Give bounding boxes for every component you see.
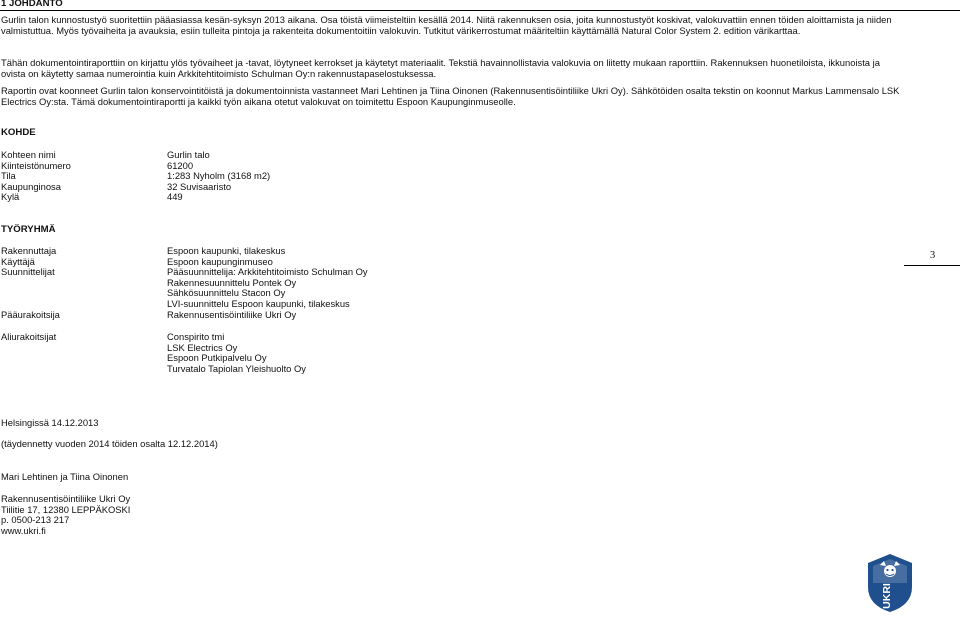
intro-paragraph-2: Tähän dokumentointiraporttiin on kirjattu ylös työvaiheet ja -tavat, löytyneet kerrokset ja käytetyt materiaalit. Tekstiä havainnollistavia valokuvia on liitetty mukaan raporttiin. Rakennuksen huonetiloista, ikkunoista ja ovista on käytetty samaa numerointia kuin Arkkitehtitoimisto Schulman Oy:n rakennustapaselostuksessa. bbox=[1, 57, 880, 79]
signature-website: www.ukri.fi bbox=[1, 524, 46, 536]
kohde-heading: KOHDE bbox=[1, 127, 36, 138]
tyoryhma-value: Conspirito tmi bbox=[167, 331, 225, 342]
tyoryhma-heading: TYÖRYHMÄ bbox=[1, 224, 56, 235]
tyoryhma-label: Suunnittelijat bbox=[1, 266, 55, 277]
tyoryhma-label: Aliurakoitsijat bbox=[1, 331, 57, 342]
tyoryhma-value: Espoon Putkipalvelu Oy bbox=[167, 352, 267, 363]
chapter-heading: 1 JOHDANTO bbox=[1, 0, 63, 9]
signature-place-date: Helsingissä 14.12.2013 bbox=[1, 417, 99, 428]
tyoryhma-value: Rakennusentisöintiliike Ukri Oy bbox=[167, 309, 297, 320]
ukri-logo-text: UKRI bbox=[881, 583, 893, 609]
tyoryhma-value: Turvatalo Tapiolan Yleishuolto Oy bbox=[167, 362, 306, 374]
intro-paragraph-1: Gurlin talon kunnostustyö suoritettiin pääasiassa kesän-syksyn 2013 aikana. Osa töistä viimeisteltiin kesällä 2014. Niitä rakennuksen osia, joita kunnostustyöt koskivat, valokuvattiin ennen töiden aloittamista ja niiden valmistuttua. Myös työvaiheita ja avauksia, esiin tulleita pintoja ja rakenteita dokumentoitiin valokuvin. Tutkitut värikerrostumat määriteltiin käyttämällä Natural Color System 2. edition värikarttaa. bbox=[1, 14, 892, 36]
signature-phone: p. 0500-213 217 bbox=[1, 514, 70, 525]
kohde-label: Kylä bbox=[1, 191, 20, 202]
tyoryhma-value: Espoon kaupunginmuseo bbox=[167, 255, 273, 267]
kohde-value: 1:283 Nyholm (3168 m2) bbox=[167, 170, 271, 181]
chapter-header bbox=[0, 0, 960, 11]
kohde-value: 449 bbox=[167, 191, 183, 202]
tyoryhma-value: LVI-suunnittelu Espoon kaupunki, tilakeskus bbox=[167, 297, 350, 309]
tyoryhma-value: Pääsuunnittelija: Arkkitehtitoimisto Schulman Oy bbox=[167, 266, 368, 277]
signature-supplement: (täydennetty vuoden 2014 töiden osalta 12.12.2014) bbox=[1, 438, 218, 449]
tyoryhma-value: Sähkösuunnittelu Stacon Oy bbox=[167, 287, 286, 298]
kohde-value: 61200 bbox=[167, 159, 194, 171]
kohde-label: Kiinteistönumero bbox=[1, 159, 71, 171]
signature-authors: Mari Lehtinen ja Tiina Oinonen bbox=[1, 471, 129, 482]
tyoryhma-label: Rakennuttaja bbox=[1, 245, 57, 256]
ukri-logo bbox=[866, 553, 914, 613]
margin-rule bbox=[904, 265, 960, 266]
kohde-label: Kaupunginosa bbox=[1, 180, 61, 192]
ukri-logo-emblem bbox=[866, 553, 914, 613]
page-number: 3 bbox=[930, 250, 936, 261]
kohde-label: Tila bbox=[1, 170, 16, 181]
signature-company: Rakennusentisöintiliike Ukri Oy bbox=[1, 493, 131, 504]
kohde-value: 32 Suvisaaristo bbox=[167, 180, 232, 192]
intro-paragraph-3: Raportin ovat koonneet Gurlin talon konservointitöistä ja dokumentoinnista vastanneet Mari Lehtinen ja Tiina Oinonen (Rakennusentisöintiliike Ukri Oy). Sähkötöiden osalta tekstin on koonnut Markus Lammensalo LSK Electrics Oy:sta. Tämä dokumentointiraportti ja kaikki työn aikana otetut valokuvat on toimitettu Espoon Kaupunginmuseolle. bbox=[1, 85, 900, 107]
signature-address: Tiilitie 17, 12380 LEPPÄKOSKI bbox=[1, 503, 131, 515]
kohde-label: Kohteen nimi bbox=[1, 149, 56, 160]
tyoryhma-value: Rakennesuunnittelu Pontek Oy bbox=[167, 276, 297, 288]
tyoryhma-value: LSK Electrics Oy bbox=[167, 341, 238, 353]
tyoryhma-value: Espoon kaupunki, tilakeskus bbox=[167, 245, 286, 256]
kohde-value: Gurlin talo bbox=[167, 149, 210, 160]
tyoryhma-label: Käyttäjä bbox=[1, 255, 35, 267]
tyoryhma-label: Pääurakoitsija bbox=[1, 309, 60, 320]
